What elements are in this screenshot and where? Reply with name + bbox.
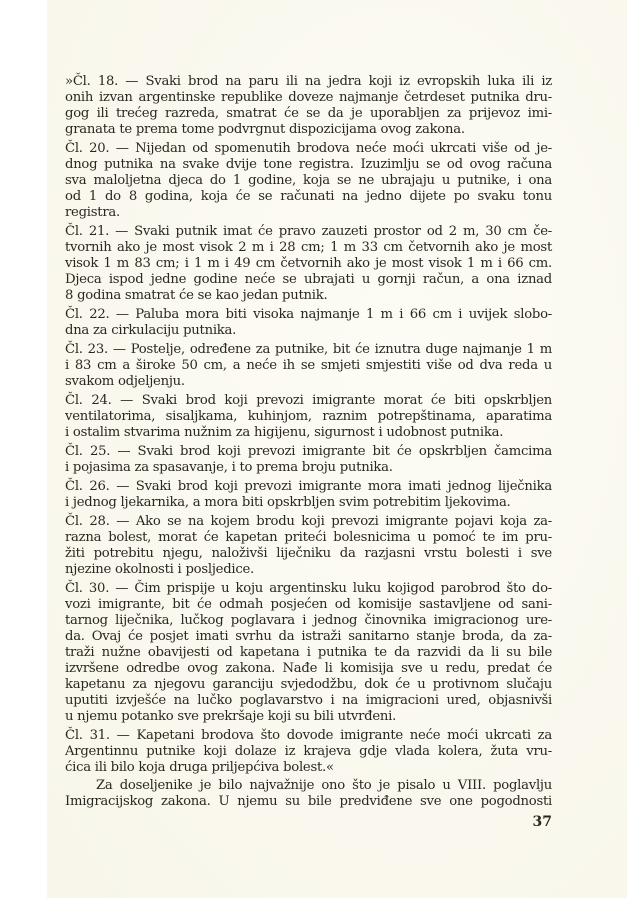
text-line: Čl. 23. — Postelje, određene za putnike, bit će iznutra duge najmanje 1 m [65,342,552,357]
text-line: izvršene odredbe ovog zakona. Nađe li komisija sve u redu, predat će [65,661,552,676]
text-line: žiti potrebitu njegu, naloživši liječniku da razjasni vrstu bolesti i sve [65,546,552,561]
text-line: i jednog ljekarnika, a mora biti opskrbljen svim potrebitim ljekovima. [65,495,511,510]
text-line: visok 1 m 83 cm; i 1 m i 49 cm četvornih ako je most visok 1 m i 66 cm. [65,256,552,271]
text-line: njezine okolnosti i posljedice. [65,562,255,577]
page-number: 37 [532,814,552,830]
text-line: Argentinnu putnike koji dolaze iz krajeva gdje vlada kolera, žuta vru- [65,744,552,759]
text-line: Čl. 21. — Svaki putnik imat će pravo zauzeti prostor od 2 m, 30 cm če- [65,224,552,239]
text-line: kapetanu za njegovu garanciju svjedodžbu, dok će u protivnom slučaju [65,677,552,692]
text-line: od 1 do 8 godina, koja će se računati na jedno dijete po svaku tonu [65,189,552,204]
text-line: Čl. 30. — Čim prispije u koju argentinsku luku kojigod parobrod što do- [65,581,552,596]
text-line: tvornih ako je most visok 2 m i 28 cm; 1 m 33 cm četvornih ako je most [65,240,552,255]
text-line: dnog putnika na svake dvije tone registra. Izuzimlju se od ovog računa [65,157,552,172]
text-line: tarnog liječnika, lučkog poglavara i jednog činovnika imigracionog ure- [65,613,552,628]
text-line: razna bolest, morat će kapetan priteći bolesnicima u pomoć te im pru- [65,530,552,545]
text-line: vozi imigrante, bit će odmah posjećen od komisije sastavljene od sani- [65,597,552,612]
text-line: i ostalim stvarima nužnim za higijenu, sigurnost i udobnost putnika. [65,425,504,440]
text-line: dna za cirkulaciju putnika. [65,323,237,338]
text-line: u njemu potanko sve prekršaje koji su bili utvrđeni. [65,709,397,724]
text-line: svakom odjeljenju. [65,374,185,389]
text-line: »Čl. 18. — Svaki brod na paru ili na jedra koji iz evropskih luka ili iz [65,74,552,89]
text-line: onih izvan argentinske republike doveze najmanje četrdeset putnika dru- [65,90,552,105]
text-line: traži nužne obavijesti od kapetana i putnika te da razvidi da li su bile [65,645,552,660]
text-line: Čl. 24. — Svaki brod koji prevozi imigrante morat će biti opskrbljen [65,393,552,408]
text-line: Čl. 25. — Svaki brod koji prevozi imigrante bit će opskrbljen čamcima [65,444,552,459]
text-line: i 83 cm a široke 50 cm, a neće ih se smjeti smjestiti više od dva reda u [65,358,552,373]
text-line: gog ili trećeg razreda, smatrat će se da je uporabljen za prijevoz imi- [65,106,552,121]
text-line: ventilatorima, sisaljkama, kuhinjom, raznim potrepštinama, aparatima [65,409,552,424]
text-line: Čl. 31. — Kapetani brodova što dovode imigrante neće moći ukrcati za [65,728,552,743]
text-line: Čl. 28. — Ako se na kojem brodu koji prevozi imigrante pojavi koja za- [65,514,552,529]
text-line: Čl. 22. — Paluba mora biti visoka najmanje 1 m i 66 cm i uvijek slobo- [65,307,552,322]
text-line: Djeca ispod jedne godine neće se ubrajati u gornji račun, a ona iznad [65,272,552,287]
text-line: uputiti izvješće na lučko poglavarstvo i na imigracioni ured, objasnivši [65,693,552,708]
text-line: Čl. 20. — Nijedan od spomenutih brodova neće moći ukrcati više od je- [65,141,552,156]
text-line: registra. [65,205,120,220]
text-line: da. Ovaj će posjet imati svrhu da istraži sanitarno stanje broda, da za- [65,629,552,644]
text-line: granata te prema tome podvrgnut dispozicijama ovog zakona. [65,122,465,137]
text-line: i pojasima za spasavanje, i to prema broju putnika. [65,460,393,475]
text-line: Čl. 26. — Svaki brod koji prevozi imigrante mora imati jednog liječnika [65,479,552,494]
text-line: Za doseljenike je bilo najvažnije ono što je pisalo u VIII. poglavlju [96,778,552,793]
text-line: sva maloljetna djeca do 1 godine, koja se ne ubrajaju u putnike, i ona [65,173,552,188]
text-line: 8 godina smatrat će se kao jedan putnik. [65,288,328,303]
text-line: ćica ili bilo koja druga priljepćiva bolest.« [65,760,334,775]
text-line: Imigracijskog zakona. U njemu su bile predviđene sve one pogodnosti [65,794,552,809]
